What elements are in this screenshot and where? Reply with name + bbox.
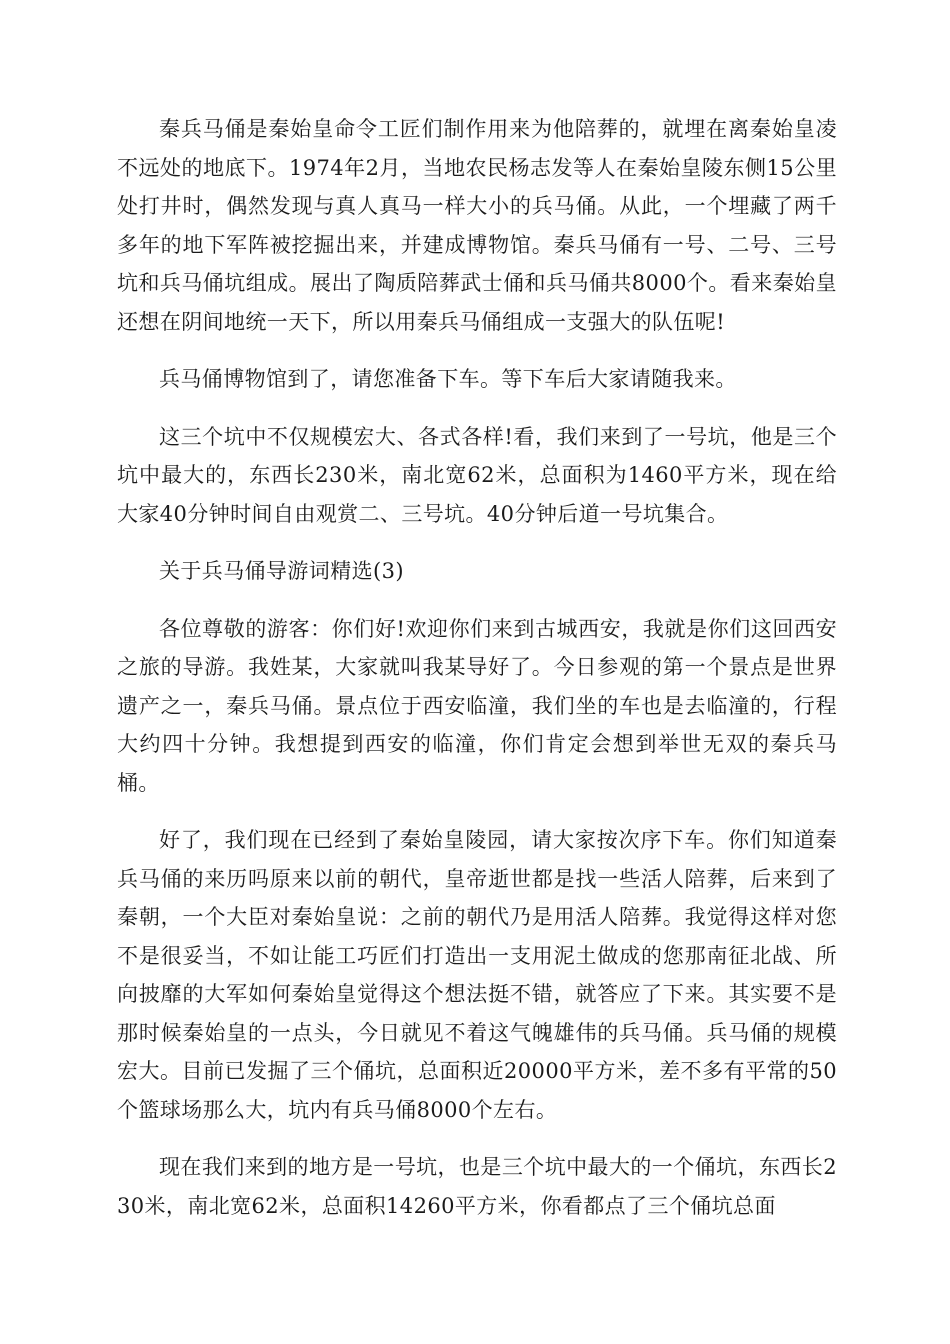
paragraph-pit-one-intro: 这三个坑中不仅规模宏大、各式各样!看，我们来到了一号坑，他是三个坑中最大的，东西长230米，南北宽62米，总面积为1460平方米，现在给大家40分钟时间自由观赏二、三号坑。40分钟后道一号坑集合。: [117, 424, 837, 526]
paragraph-pit-one-detail: 现在我们来到的地方是一号坑，也是三个坑中最大的一个俑坑，东西长230米，南北宽62米，总面积14260平方米，你看都点了三个俑坑总面: [117, 1155, 837, 1218]
paragraph-museum-arrival: 兵马俑博物馆到了，请您准备下车。等下车后大家请随我来。: [159, 367, 737, 391]
paragraph-terracotta-history: 秦兵马俑是秦始皇命令工匠们制作用来为他陪葬的，就埋在离秦始皇凌不远处的地底下。1974年2月，当地农民杨志发等人在秦始皇陵东侧15公里处打井时，偶然发现与真人真马一样大小的兵马俑。从此，一个埋藏了两千多年的地下军阵被挖掘出来，并建成博物馆。秦兵马俑有一号、二号、三号坑和兵马俑坑组成。展出了陶质陪葬武士俑和兵马俑共8000个。看来秦始皇还想在阴间地统一天下，所以用秦兵马俑组成一支强大的队伍呢!: [117, 117, 837, 334]
paragraph-guide-welcome: 各位尊敬的游客：你们好!欢迎你们来到古城西安，我就是你们这回西安之旅的导游。我姓某，大家就叫我某导好了。今日参观的第一个景点是世界遗产之一，秦兵马俑。景点位于西安临潼，我们坐的车也是去临潼的，行程大约四十分钟。我想提到西安的临潼，你们肯定会想到举世无双的秦兵马桶。: [117, 616, 837, 795]
document-body: [117, 110, 837, 1225]
section-heading: 关于兵马俑导游词精选(3): [159, 559, 404, 583]
paragraph-origin-story: 好了，我们现在已经到了秦始皇陵园，请大家按次序下车。你们知道秦兵马俑的来历吗原来以前的朝代，皇帝逝世都是找一些活人陪葬，后来到了秦朝，一个大臣对秦始皇说：之前的朝代乃是用活人陪葬。我觉得这样对您不是很妥当，不如让能工巧匠们打造出一支用泥土做成的您那南征北战、所向披靡的大军如何秦始皇觉得这个想法挺不错，就答应了下来。其实要不是那时候秦始皇的一点头，今日就见不着这气魄雄伟的兵马俑。兵马俑的规模宏大。目前已发掘了三个俑坑，总面积近20000平方米，差不多有平常的50个篮球场那么大，坑内有兵马俑8000个左右。: [117, 828, 837, 1122]
